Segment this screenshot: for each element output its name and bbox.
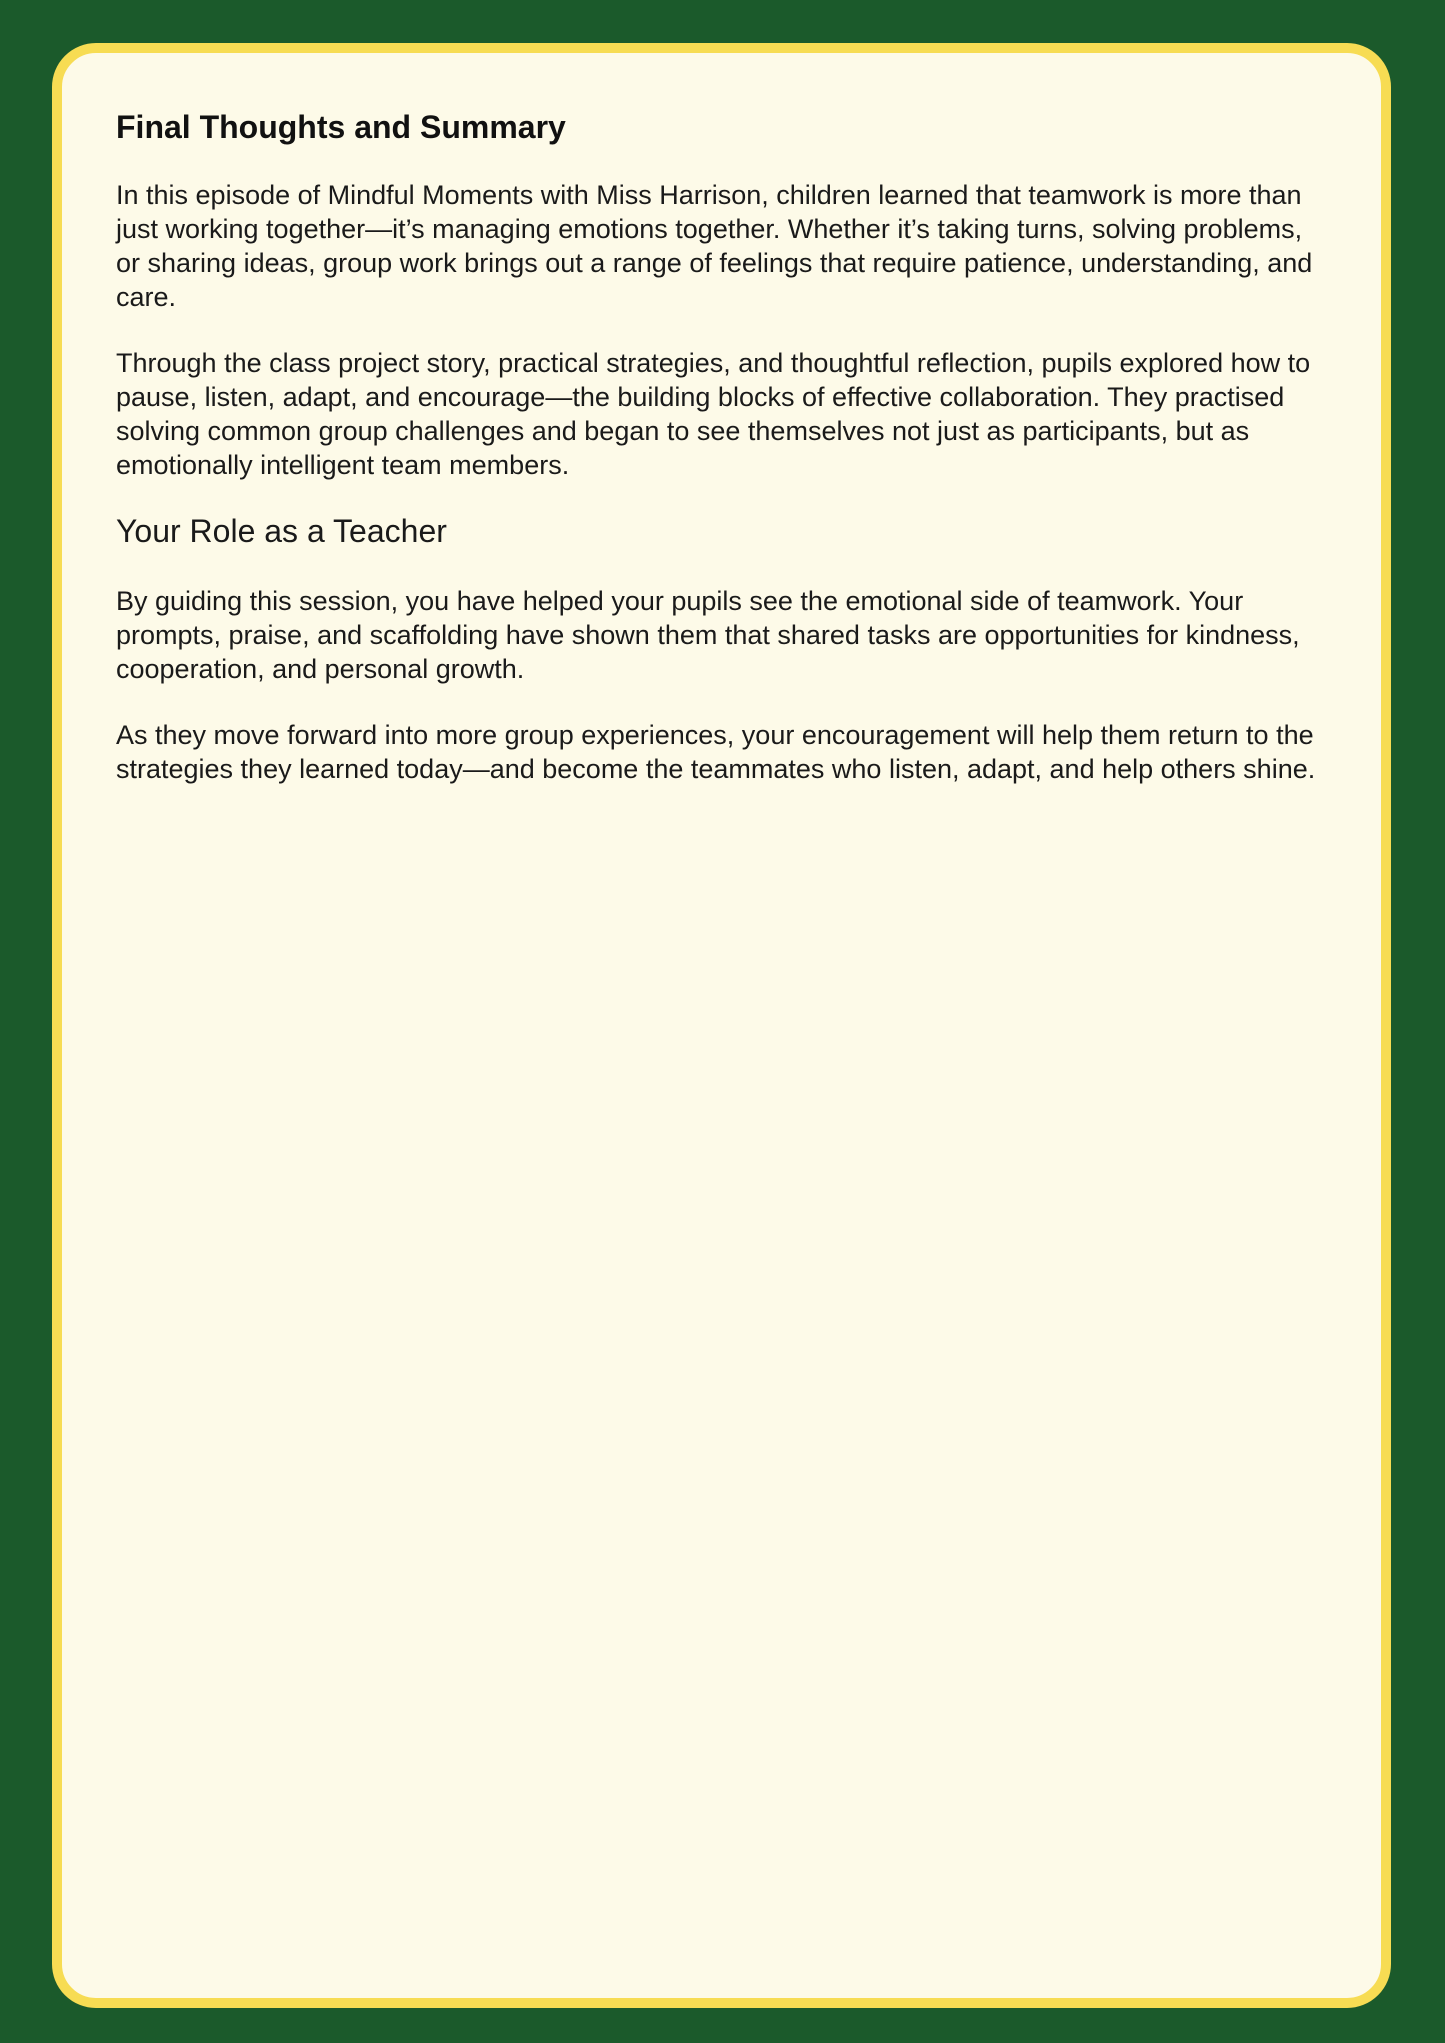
summary-heading: Final Thoughts and Summary [116,109,566,145]
content-card [52,43,1391,2008]
teacher-role-paragraph-1: By guiding this session, you have helped your pupils see the emotional side of teamwork. Your prompts, praise, and scaffolding have shown them that shared tasks are opportunities for kindness, cooperation, and personal growth. [116,585,1300,684]
summary-paragraph-2: Through the class project story, practical strategies, and thoughtful reflection, pupils explored how to pause, listen, adapt, and encourage—the building blocks of effective collaboration. They practised solving common group challenges and began to see themselves not just as participants, but as emotionally intelligent team members. [116,348,1311,481]
teacher-role-paragraph-2: As they move forward into more group experiences, your encouragement will help them return to the strategies they learned today—and become the teammates who listen, adapt, and help others shine. [116,719,1316,784]
summary-paragraph-1: In this episode of Mindful Moments with Miss Harrison, children learned that teamwork is more than just working together—it’s managing emotions together. Whether it’s taking turns, solving problems, or sharing ideas, group work brings out a range of feelings that require patience, understanding, and care. [116,180,1313,313]
teacher-role-heading: Your Role as a Teacher [116,513,447,550]
